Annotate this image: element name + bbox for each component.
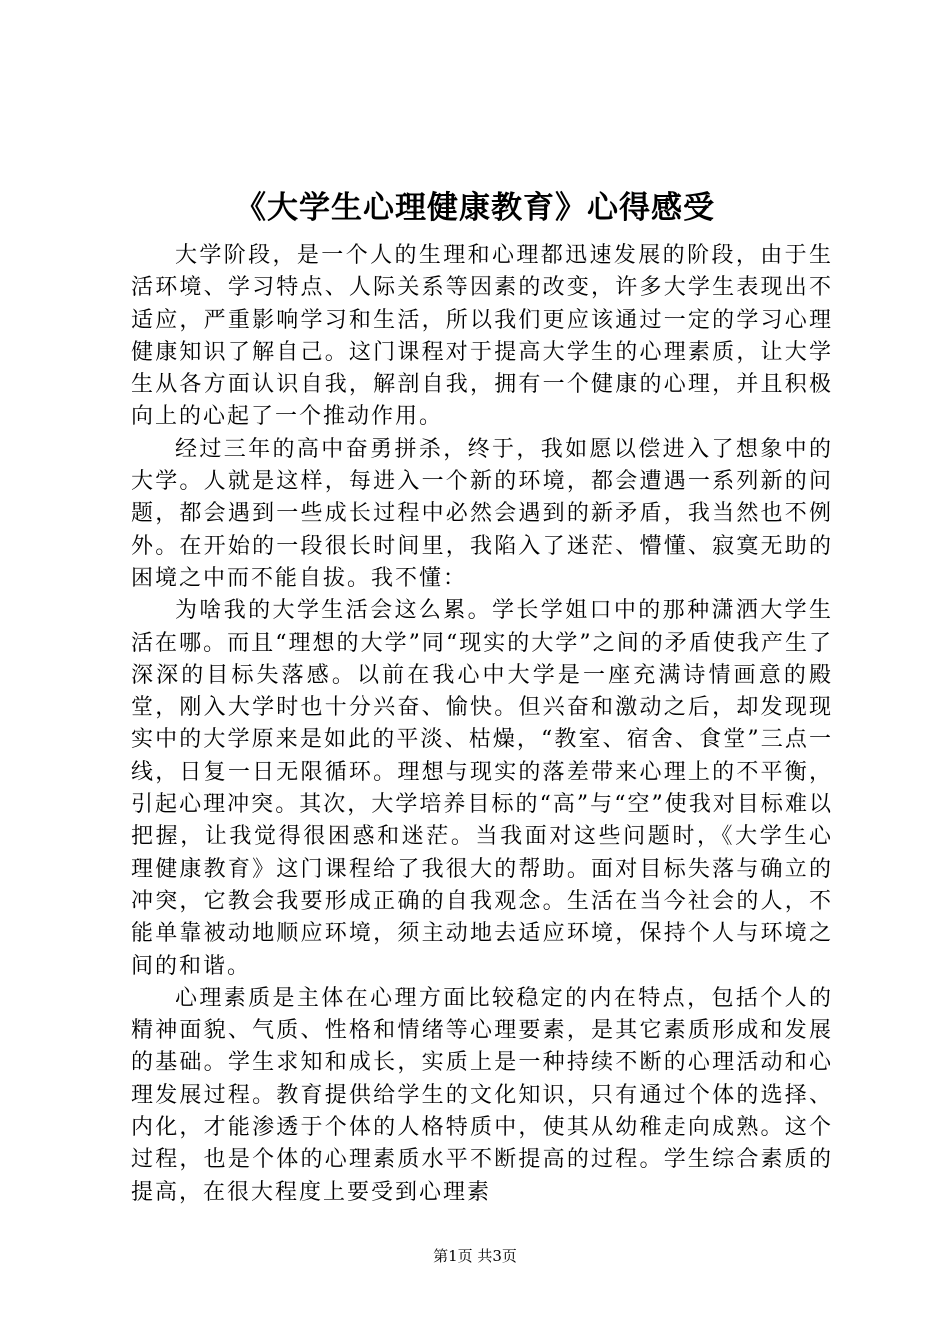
- document-body: [131, 240, 833, 1209]
- paragraph-1: 大学阶段，是一个人的生理和心理都迅速发展的阶段，由于生活环境、学习特点、人际关系等因素的改变，许多大学生表现出不适应，严重影响学习和生活，所以我们更应该通过一定的学习心理健康知识了解自己。这门课程对于提高大学生的心理素质，让大学生从各方面认识自我，解剖自我，拥有一个健康的心理，并且积极向上的心起了一个推动作用。: [131, 243, 833, 430]
- paragraph-2: 经过三年的高中奋勇拼杀，终于，我如愿以偿进入了想象中的大学。人就是这样，每进入一个新的环境，都会遭遇一系列新的问题，都会遇到一些成长过程中必然会遇到的新矛盾，我当然也不例外。在开始的一段很长时间里，我陷入了迷茫、懵懂、寂寞无助的困境之中而不能自拔。我不懂：: [131, 436, 833, 591]
- paragraph-3: 为啥我的大学生活会这么累。学长学姐口中的那种潇洒大学生活在哪。而且“理想的大学”同“现实的大学”之间的矛盾使我产生了深深的目标失落感。以前在我心中大学是一座充满诗情画意的殿堂，刚入大学时也十分兴奋、愉快。但兴奋和激动之后，却发现现实中的大学原来是如此的平淡、枯燥，“教室、宿舍、食堂”三点一线，日复一日无限循环。理想与现实的落差带来心理上的不平衡，引起心理冲突。其次，大学培养目标的“高”与“空”使我对目标难以把握，让我觉得很困惑和迷茫。当我面对这些问题时，《大学生心理健康教育》这门课程给了我很大的帮助。面对目标失落与确立的冲突，它教会我要形成正确的自我观念。生活在当今社会的人，不能单靠被动地顺应环境，须主动地去适应环境，保持个人与环境之间的和谐。: [131, 598, 833, 979]
- page-number-footer: 第1页 共3页: [433, 1247, 517, 1265]
- paragraph-4: 心理素质是主体在心理方面比较稳定的内在特点，包括个人的精神面貌、气质、性格和情绪等心理要素，是其它素质形成和发展的基础。学生求知和成长，实质上是一种持续不断的心理活动和心理发展过程。教育提供给学生的文化知识，只有通过个体的选择、内化，才能渗透于个体的人格特质中，使其从幼稚走向成熟。这个过程，也是个体的心理素质水平不断提高的过程。学生综合素质的提高，在很大程度上要受到心理素: [131, 985, 833, 1205]
- document-title: 《大学生心理健康教育》心得感受: [235, 190, 715, 226]
